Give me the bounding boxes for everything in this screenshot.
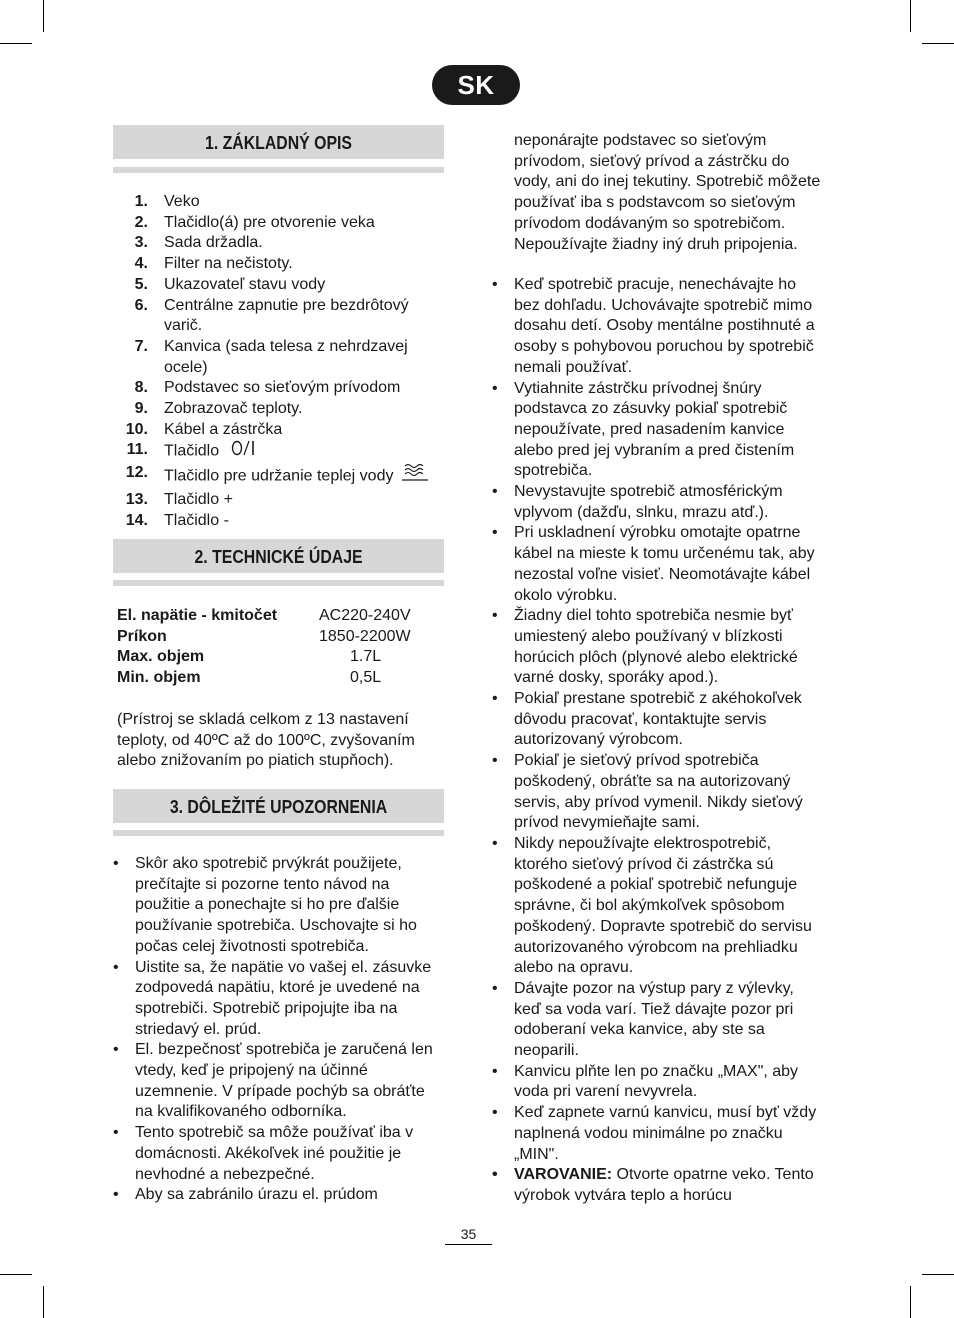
list-item: 6. Centrálne zapnutie pre bezdrôtový varič. <box>134 296 409 335</box>
list-item: 4. Filter na nečistoty. <box>134 255 293 273</box>
list-item: 9. Zobrazovač teploty. <box>134 400 303 418</box>
list-item: • Keď zapnete varnú kanvicu, musí byť vždy naplnená vodou minimálne po značku „MIN". <box>492 1104 817 1163</box>
crop-mark <box>910 1286 911 1318</box>
section-heading-important-warnings: 3. DÔLEŽITÉ UPOZORNENIA <box>113 789 444 823</box>
spec-table <box>117 606 437 689</box>
list-item: • Kanvicu plňte len po značku „MAX", aby voda pri varení nevyvrela. <box>492 1062 799 1101</box>
list-item: 5. Ukazovateľ stavu vody <box>134 275 326 293</box>
crop-mark <box>910 0 911 32</box>
list-item: 10. Kábel a zástrčka <box>125 420 283 438</box>
list-item: 14. Tlačidlo - <box>125 511 229 529</box>
list-item: • Pokiaľ je sieťový prívod spotrebiča poškodený, obráťte sa na autorizovaný servis, aby prívod vymenil. Nikdy sieťový prívod nevymieňajte sami. <box>492 752 803 832</box>
crop-mark <box>43 0 44 32</box>
list-item: • Pri uskladnení výrobku omotajte opatrne kábel na mieste k tomu určenému tak, aby nezostal voľne visieť. Neomotávajte kábel okolo výrobku. <box>492 524 815 604</box>
warnings-list-left <box>113 854 443 1206</box>
list-item: 11. Tlačidlo <box>113 440 453 463</box>
spec-row: Príkon 1850-2200W <box>117 627 411 645</box>
list-item: 7. Kanvica (sada telesa z nehrdzavej ocele) <box>134 337 408 376</box>
list-item: • VAROVANIE: Otvorte opatrne veko. Tento výrobok vytvára teplo a horúcu <box>492 1166 814 1204</box>
warning-label: VAROVANIE: <box>514 1166 613 1184</box>
crop-mark <box>43 1286 44 1318</box>
list-item: • Skôr ako spotrebič prvýkrát použijete, prečítajte si pozorne tento návod na použitie a ponechajte si ho pre ďalšie používanie spotrebiča. Uschovajte si ho počas celej životnosti spotrebiča. <box>113 855 417 955</box>
list-item: • Vytiahnite zástrčku prívodnej šnúry podstavca zo zásuvky pokiaľ spotrebič nepoužívate, pred nasadením kanvice alebo pred jej vybraním a pred čistením spotrebiča. <box>492 379 795 480</box>
list-item: • Aby sa zabránilo úrazu el. prúdom <box>113 1186 378 1204</box>
page-number-underline <box>445 1244 492 1245</box>
temperature-settings-note: (Prístroj se skladá celkom z 13 nastavení teploty, od 40ºC až do 100ºC, zvyšovaním alebo znižovaním po piatich stupňoch). <box>117 711 415 770</box>
section-heading-technical-data: 2. TECHNICKÉ ÚDAJE <box>113 539 444 573</box>
list-item: • Uistite sa, že napätie vo vašej el. zásuvke zodpovedá napätiu, ktoré je uvedené na spotrebiči. Spotrebič pripojujte iba na striedavý el. prúd. <box>113 958 432 1038</box>
keep-warm-waves-icon <box>402 463 428 490</box>
list-item: 3. Sada držadla. <box>134 234 263 252</box>
list-item: 13. Tlačidlo + <box>125 490 233 508</box>
warning-continuation: neponárajte podstavec so sieťovým prívodom, sieťový prívod a zástrčku do vody, ani do inej tekutiny. Spotrebič môžete používať iba s podstavcom so sieťovým prívodom dodávaným so spotrebičom. Nepoužívajte žiadny iný druh pripojenia. <box>514 132 821 253</box>
power-toggle-icon <box>230 440 256 463</box>
warnings-list-right <box>492 275 822 1207</box>
parts-list <box>113 192 453 531</box>
language-badge: SK <box>432 65 520 105</box>
list-item: • El. bezpečnosť spotrebiča je zaručená len vtedy, keď je pripojený na účinné uzemnenie. V prípade pochýb sa obráťte na kvalifikovaného odborníka. <box>113 1041 433 1121</box>
list-item: • Nevystavujte spotrebič atmosférickým vplyvom (dažďu, slnku, mrazu atď.). <box>492 483 783 521</box>
spec-row: El. napätie - kmitočet AC220-240V <box>117 607 411 624</box>
crop-mark <box>922 43 954 44</box>
list-item: • Pokiaľ prestane spotrebič z akéhokoľvek dôvodu pracovať, kontaktujte servis autorizovaný výrobcom. <box>492 690 802 749</box>
crop-mark <box>0 43 32 44</box>
section-divider <box>113 830 444 836</box>
crop-mark <box>0 1274 32 1275</box>
list-item: • Žiadny diel tohto spotrebiča nesmie byť umiestený alebo používaný v blízkosti horúcich plôch (plynové alebo elektrické varné dosky, sporáky apod.). <box>492 607 798 687</box>
section-heading-basic-description: 1. ZÁKLADNÝ OPIS <box>113 125 444 159</box>
list-item: 1. Veko <box>134 193 200 210</box>
list-item: 8. Podstavec so sieťovým prívodom <box>134 379 401 397</box>
list-item: • Dávajte pozor na výstup pary z výlevky, keď sa voda varí. Tiež dávajte pozor pri odoberaní veka kanvice, aby ste sa neoparili. <box>492 979 794 1060</box>
list-item: • Nikdy nepoužívajte elektrospotrebič, ktorého sieťový prívod či zástrčka sú poškodené a pokiaľ spotrebič nefunguje správne, či bol akýmkoľvek spôsobom poškodený. Dopravte spotrebič do servisu autorizovaného výrobcom na prehliadku alebo na opravu. <box>492 834 812 977</box>
page-number: 35 <box>460 1226 477 1242</box>
spec-row: Max. objem 1.7L <box>117 648 382 666</box>
crop-mark <box>922 1274 954 1275</box>
list-item: • Tento spotrebič sa môže používať iba v domácnosti. Akékoľvek iné použitie je nevhodné a nebezpečné. <box>113 1124 414 1183</box>
section-divider <box>113 167 444 173</box>
section-divider <box>113 580 444 586</box>
list-item: • Keď spotrebič pracuje, nenechávajte ho bez dohľadu. Uchovávajte spotrebič mimo dosahu detí. Osoby mentálne postihnuté a osoby s pohybovou poruchou by spotrebič nemali používať. <box>492 276 815 376</box>
spec-row: Min. objem 0,5L <box>117 669 382 687</box>
list-item: 2. Tlačidlo(á) pre otvorenie veka <box>134 213 375 231</box>
list-item: 12. Tlačidlo pre udržanie teplej vody <box>113 463 453 490</box>
